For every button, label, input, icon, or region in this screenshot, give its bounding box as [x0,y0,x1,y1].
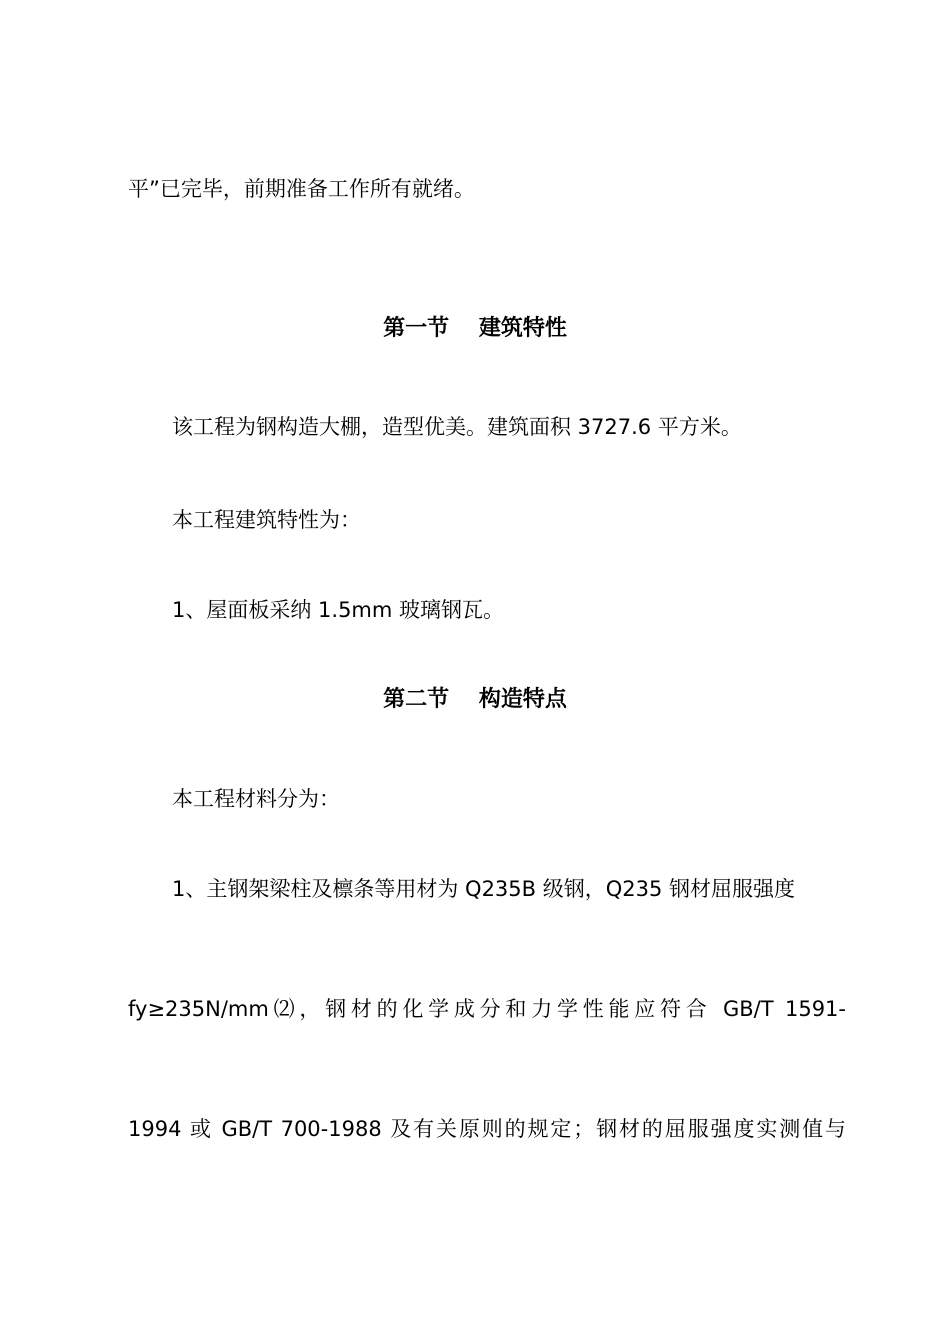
paragraph-line: 本工程建筑特性为： [172,508,361,532]
list-item: 1、主钢架梁柱及檩条等用材为 Q235B 级钢，Q235 钢材屈服强度 [172,877,796,901]
section-heading-2: 第二节 构造特点 [383,687,567,712]
section-heading-1: 第一节 建筑特性 [383,316,567,341]
list-item: 1、屋面板采纳 1.5mm 玻璃钢瓦。 [172,598,505,622]
paragraph-continuation: 平”已完毕，前期准备工作所有就绪。 [128,177,475,201]
paragraph-line: fy≥235N/mm⑵，钢材的化学成分和力学性能应符合 GB/T 1591- [128,997,846,1021]
paragraph-line: 本工程材料分为： [172,787,340,811]
paragraph-line: 1994 或 GB/T 700-1988 及有关原则的规定；钢材的屈服强度实测值与 [128,1117,846,1141]
paragraph-line: 该工程为钢构造大棚，造型优美。建筑面积 3727.6 平方米。 [172,415,742,439]
